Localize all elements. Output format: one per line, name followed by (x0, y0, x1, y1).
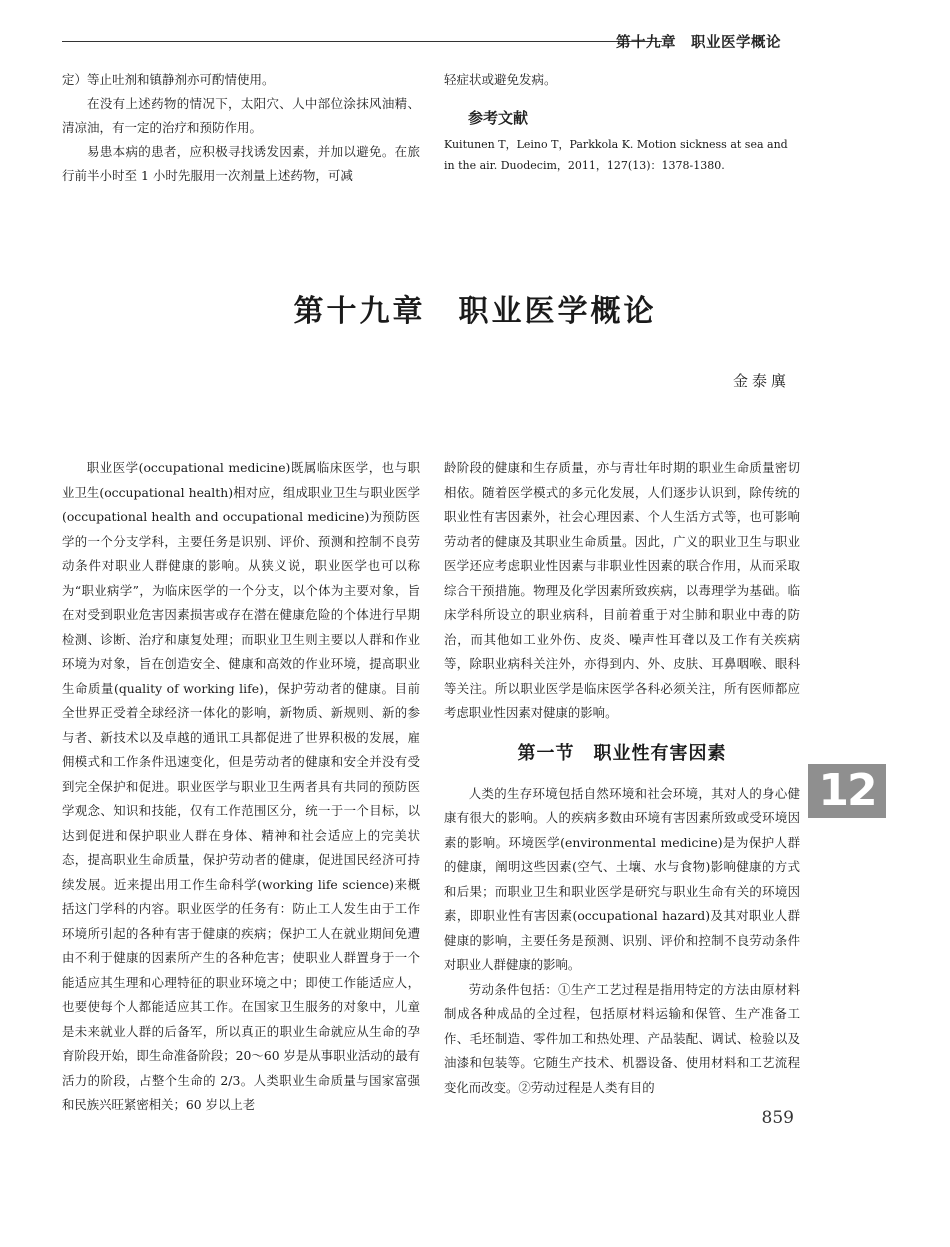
body-right-column (444, 456, 800, 1100)
body-left-column (62, 456, 420, 1118)
body-right-paragraph-1: 龄阶段的健康和生存质量，亦与青壮年时期的职业生命质量密切相依。随着医学模式的多元化发展，人们逐步认识到，除传统的职业性有害因素外，社会心理因素、个人生活方式等，也可影响劳动者的健康及其职业生命质量。因此，广义的职业卫生与职业医学还应考虑职业性因素与非职业性因素的联合作用，从而采取综合干预措施。物理及化学因素所致疾病，以毒理学为基础。临床学科所设立的职业病科，目前着重于对尘肺和职业中毒的防治，而其他如工业外伤、皮炎、噪声性耳聋以及工作有关疾病等，除职业病科关注外，亦得到内、外、皮肤、耳鼻咽喉、眼科等关注。所以职业医学是临床医学各科必须关注，所有医师都应考虑职业性因素对健康的影响。 (444, 460, 800, 720)
top-right-continuation: 轻症状或避免发病。 (444, 72, 557, 87)
body-right-paragraph-2: 人类的生存环境包括自然环境和社会环境，其对人的身心健康有很大的影响。人的疾病多数由环境有害因素所致或受环境因素的影响。环境医学(environmental medicine)是为保护人群的健康，阐明这些因素(空气、土壤、水与食物)影响健康的方式和后果；而职业卫生和职业医学是研究与职业生命有关的环境因素，即职业性有害因素(occupational hazard)及其对职业人群健康的影响，主要任务是预测、识别、评价和控制不良劳动条件对职业人群健康的影响。 (444, 785, 800, 972)
reference-item: Kuitunen T，Leino T，Parkkola K. Motion sickness at sea and in the air. Duodecim，2011，127(13)：1378-1380. (444, 138, 788, 172)
chapter-author: 金泰廙 (732, 372, 790, 390)
page-number: 859 (761, 1108, 794, 1128)
header-rule (62, 41, 662, 42)
chapter-title: 第十九章 职业医学概论 (293, 294, 657, 329)
body-left-paragraph: 职业医学(occupational medicine)既属临床医学，也与职业卫生(occupational health)相对应，组成职业卫生与职业医学(occupational health and occupational medicine)为预防医学的一个分支学科，主要任务是识别、评价、预测和控制不良劳动条件对职业人群健康的影响。从狭义说，职业医学也可以称为“职业病学”，为临床医学的一个分支，以个体为主要对象，旨在对受到职业危害因素损害或存在潜在健康危险的个体进行早期检测、诊断、治疗和康复处理；而职业卫生则主要以人群和作业环境为对象，旨在创造安全、健康和高效的作业环境，提高职业生命质量(quality of working life)，保护劳动者的健康。目前全世界正受着全球经济一体化的影响，新物质、新规则、新的参与者、新技术以及卓越的通讯工具都促进了世界积极的发展，雇佣模式和工作条件迅速变化，但是劳动者的健康和安全并没有受到完全保护和促进。职业医学与职业卫生两者具有共同的预防医学观念、知识和技能，仅有工作范围区分，统一于一个目标，以达到促进和保护职业人群在身体、精神和社会适应上的完美状态，提高职业生命质量，保护劳动者的健康，促进国民经济可持续发展。近来提出用工作生命科学(working life science)来概括这门学科的内容。职业医学的任务有：防止工人发生由于工作环境所引起的各种有害于健康的疾病；保护工人在就业期间免遭由不利于健康的因素所产生的各种危害；使职业人群置身于一个能适应其生理和心理特征的职业环境之中；即使工作能适应人，也要使每个人都能适应其工作。在国家卫生服务的对象中，儿童是未来就业人群的后备军，所以真正的职业生命就应从生命的孕育阶段开始，即生命准备阶段；20～60 岁是从事职业活动的最有活力的阶段，占整个生命的 2/3。人类职业生命质量与国家富强和民族兴旺紧密相关；60 岁以上老 (62, 460, 420, 1112)
chapter-tab-badge: 12 (808, 764, 886, 818)
body-right-paragraph-3: 劳动条件包括：①生产工艺过程是指用特定的方法由原材料制成各种成品的全过程，包括原材料运输和保管、生产准备工作、毛坯制造、零件加工和热处理、产品装配、调试、检验以及油漆和包装等。它随生产技术、机器设备、使用材料和工艺流程变化而改变。②劳动过程是人类有目的 (444, 981, 800, 1095)
references-heading: 参考文献 (468, 109, 529, 127)
running-header-chapter-title: 第十九章 职业医学概论 (616, 35, 781, 51)
top-left-paragraph-2: 在没有上述药物的情况下，太阳穴、人中部位涂抹风油精、清凉油，有一定的治疗和预防作用。 (62, 96, 420, 135)
top-left-paragraph-3: 易患本病的患者，应积极寻找诱发因素，并加以避免。在旅行前半小时至 1 小时先服用一次剂量上述药物，可减 (62, 144, 420, 183)
top-left-column (62, 68, 420, 188)
section-title: 第一节 职业性有害因素 (517, 742, 727, 764)
top-left-paragraph-1: 定）等止吐剂和镇静剂亦可酌情使用。 (62, 72, 275, 87)
top-right-column (444, 68, 800, 176)
